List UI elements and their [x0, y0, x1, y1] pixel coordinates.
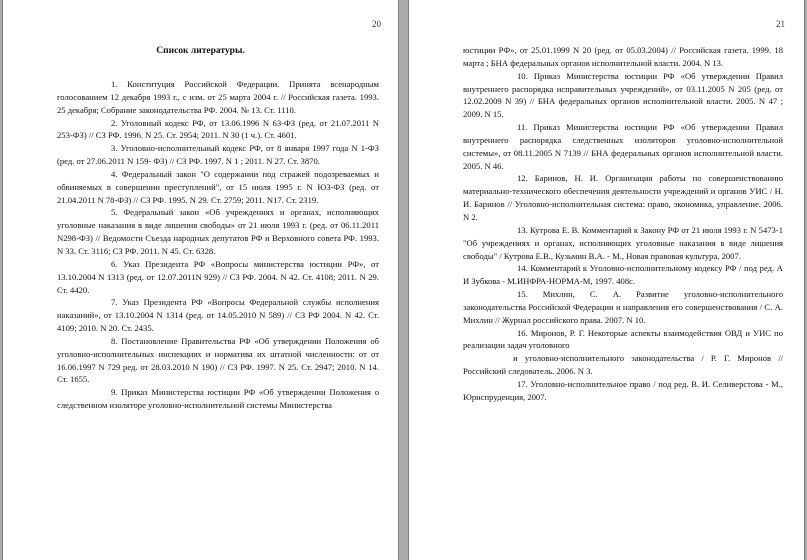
- reference-number: 9.: [111, 387, 118, 398]
- reference-number: 2.: [111, 117, 118, 128]
- reference-number: 6.: [111, 258, 118, 269]
- reference-item: [57, 78, 379, 117]
- reference-text: Конституция Российской Федерации. Принята всенародным голосованием 12 декабря 1993 г., с изм. от 25 марта 2004 г. // Российская газета. 1993. 25 декабря; Собрание законодательства РФ. 2004. № 13. Ст. 1110.: [57, 79, 379, 115]
- reference-item: [57, 258, 379, 297]
- document-page-right: [409, 0, 804, 560]
- reference-number: 16.: [517, 327, 528, 338]
- reference-item: [57, 142, 379, 168]
- reference-number: 5.: [111, 207, 118, 218]
- reference-item: [57, 168, 379, 207]
- reference-text: Приказ Министерства юстиции РФ «Об утверждении Правил внутреннего распорядка исправительных учреждений», от 03.11.2005 N 205 (ред. от 12.02.2009 N 39) // БНА федеральных органов исполнительной власти. 2005. N 47 ; 2009. N 15.: [463, 70, 783, 120]
- reference-number: 15.: [517, 289, 528, 300]
- reference-item: [463, 172, 783, 223]
- reference-item: [57, 335, 379, 386]
- reference-number: 10.: [517, 70, 528, 81]
- reference-text: Миронов, Р. Г. Некоторые аспекты взаимодействия ОВД и УИС по реализации задач уголовного: [463, 327, 783, 351]
- reference-number: 14.: [517, 263, 528, 274]
- page-number: 21: [776, 19, 785, 29]
- reference-item: [463, 327, 783, 353]
- reference-continuation: юстиции РФ», от 25.01.1999 N 20 (ред. от 05.03.2004) // Российская газета. 1999. 18 марта ; БНА федеральных органов исполнительной власти. 2004. N 13.: [463, 45, 783, 68]
- reference-item: [463, 378, 783, 404]
- reference-text: Уголовно-исполнительный кодекс РФ, от 8 января 1997 года N 1-ФЗ (ред. от 27.06.2011 N 159- ФЗ) // СЗ РФ. 1997. N 1 ; 2011. N 27. Ст. 3870.: [57, 143, 379, 167]
- reference-number: 12.: [517, 173, 528, 184]
- reference-item: [463, 70, 783, 121]
- bibliography-title: Список литературы.: [156, 46, 245, 56]
- reference-item: [463, 352, 783, 378]
- reference-number: 7.: [111, 297, 118, 308]
- reference-text: и уголовно-исполнительного законодательства / Р. Г. Миронов // Российский следователь. 2006. N 3.: [463, 353, 783, 377]
- reference-text: Баринов, Н. И. Организация работы по совершенствованию материально-технического обеспечения деятельности учреждений и органов УИС / Н. И. Баринов // Уголовно-исполнительная система: право, экономика, управление. 2006. N 2.: [463, 173, 784, 222]
- reference-number: 13.: [517, 224, 528, 235]
- reference-text: Уголовно-исполнительное право / под ред. В. И. Селиверстова - М., Юриспруденция, 2007.: [463, 378, 783, 402]
- reference-text: Уголовный кодекс РФ, от 13.06.1996 N 63-ФЗ (ред. от 21.07.2011 N 253-ФЗ) // СЗ РФ. 1996. N 25. Ст. 2954; 2011. N 30 (1 ч.). Ст. 4601.: [57, 117, 379, 141]
- reference-number: 3.: [111, 143, 118, 154]
- reference-text: Приказ Министерства юстиции РФ «Об утверждении Положения о следственном изоляторе уголовно-исполнительной системы Министерства: [57, 387, 379, 411]
- reference-list: [463, 44, 783, 404]
- reference-number: 1.: [111, 79, 118, 89]
- reference-item: [463, 224, 783, 263]
- reference-number: 4.: [111, 168, 118, 179]
- reference-text: Комментарий к Уголовно-исполнительному кодексу РФ / под ред. А И Зубкова - М.ИНФРА-НОРМА-М, 1997. 408с.: [463, 263, 783, 287]
- reference-item: [57, 296, 379, 335]
- reference-item: [57, 117, 379, 143]
- reference-item: [463, 121, 783, 172]
- reference-text: Постановление Правительства РФ «Об утверждении Положения об уголовно-исполнительных инспекциях и норматива их штатной численности: от от 16.06.1997 N 729 ред. от 28.03.2010 N 190) // СЗ РФ. 1997. N 25. Ст. 2947; 2010. N 14. Ст. 1655.: [57, 335, 379, 385]
- reference-number: 17.: [517, 378, 528, 389]
- reference-number: 8.: [111, 335, 118, 346]
- reference-text: Приказ Министерства юстиции РФ «Об утверждении Правил внутреннего распорядка следственных изоляторов уголовно-исполнительной системы», от 08.11.2005 N 7139 // БНА федеральных органов исполнительной власти. 2005. N 46.: [463, 122, 783, 171]
- reference-text: Указ Президента РФ «Вопросы Федеральной службы исполнения наказаний», от 13.10.2004 N 1314 (ред. от 14.05.2010 N 589) // СЗ РФ 2004. N 42. Ст. 4109; 2010. N 20. Ст. 2435.: [57, 297, 379, 334]
- reference-text: Михлин, С. А. Развитие уголовно-исполнительного законодательства Российской Федерации и направления его совершенствования / С. А. Михлин // Журнал российского права. 2007. N 10.: [463, 289, 783, 325]
- reference-list: [57, 78, 379, 412]
- document-page-left: [3, 0, 398, 560]
- reference-text: Кутрова Е. В. Комментарий к Закону РФ от 21 июля 1993 г. N 5473-1 "Об учреждениях и органах, исполняющих уголовные наказания в виде лишения свободы" / Кутрова Е.В., Кузьмин В.А. - М., Новая правовая культура, 2007.: [463, 224, 783, 261]
- reference-text: Федеральный закон "О содержании под стражей подозреваемых и обвиняемых в совершении преступлений", от 15 июля 1995 г. N ЮЗ-ФЗ (ред. от 21.04.2011 N 78-ФЗ) // СЗ РФ. 1995. N 29. Ст. 2759; 2011. N17. Ст. 2319.: [57, 168, 379, 205]
- page-number: 20: [372, 19, 381, 29]
- reference-item: [463, 262, 783, 288]
- reference-text: Указ Президента РФ «Вопросы министерства юстиции РФ», от 13.10.2004 N 1313 (ред. от 12.07.2011N 929) // СЗ РФ. 2004. N 42. Ст. 4108; 2011. N 29. Ст. 4420.: [57, 258, 379, 295]
- reference-item: [57, 206, 379, 257]
- reference-number: 11.: [517, 122, 528, 133]
- reference-item: [57, 386, 379, 412]
- reference-item: [463, 288, 783, 327]
- reference-text: Федеральный закон «Об учреждениях и органах, исполняющих уголовные наказания в виде лишения свободы» от 21 июля 1993 г. (ред. от 06.11.2011 N298-ФЗ) // Ведомости Съезда народных депутатов РФ и Верховного совета РФ. 1993. N 33. Ст. 3116; СЗ РФ. 2011. N 45. Ст. 6328.: [57, 207, 379, 256]
